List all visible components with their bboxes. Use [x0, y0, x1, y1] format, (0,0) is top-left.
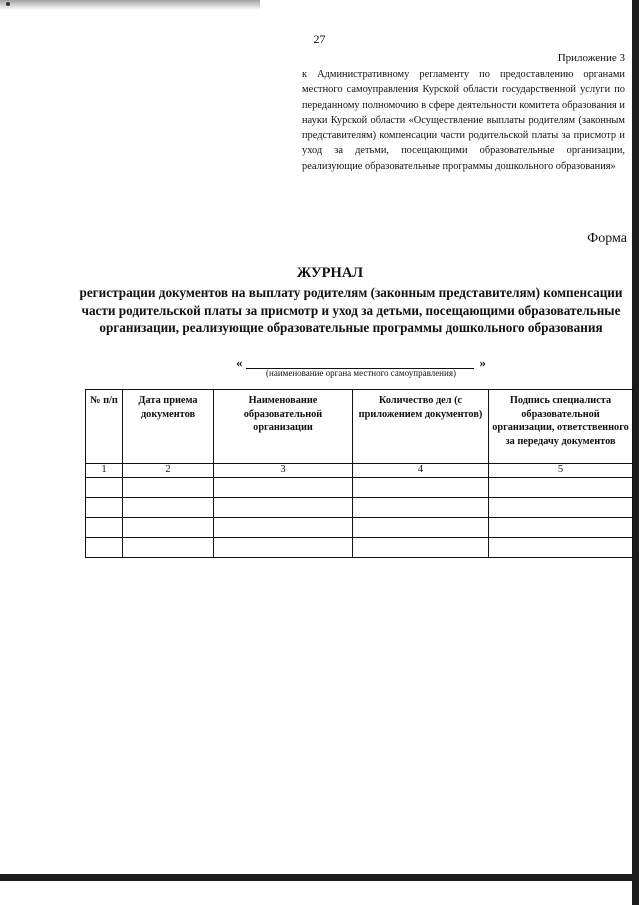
table-row — [86, 518, 633, 538]
open-quote: « — [236, 355, 243, 370]
table-cell — [214, 538, 353, 558]
scan-edge-bottom — [0, 874, 639, 881]
journal-table — [85, 389, 633, 558]
table-cell — [123, 498, 214, 518]
scan-edge-top — [0, 0, 260, 10]
document-subtitle: регистрации документов на выплату родителям (законным представителям) компенсации части родительской платы за присмотр и уход за детьми, посещающими образовательные организации, реализующие образовательные программы дошкольного образования — [79, 285, 623, 335]
table-cell — [123, 538, 214, 558]
table-cell — [353, 538, 489, 558]
table-cell — [353, 518, 489, 538]
header-case-count: Количество дел (с приложением документов) — [353, 390, 489, 464]
column-number: 2 — [123, 464, 214, 478]
column-number: 5 — [489, 464, 633, 478]
table-cell — [353, 478, 489, 498]
table-cell — [353, 498, 489, 518]
appendix-label: Приложение 3 — [557, 52, 625, 64]
table-row — [86, 498, 633, 518]
scan-edge-right — [632, 0, 639, 905]
table-cell — [489, 478, 633, 498]
appendix-text: к Административному регламенту по предоставлению органами местного самоуправления Курской области государственной услуги по переданному полномочию в сфере деятельности комитета образования и науки Курской области «Осуществление выплаты родителям (законным представителям) компенсации части родительской платы за присмотр и уход за детьми, посещающими образовательные организации, реализующие образовательные программы дошкольного образования» — [302, 69, 625, 172]
scan-artifact — [6, 2, 10, 6]
table-cell — [86, 538, 123, 558]
table-cell — [86, 518, 123, 538]
form-label: Форма — [587, 231, 627, 246]
table-cell — [214, 498, 353, 518]
table-cell — [86, 498, 123, 518]
page-number: 27 — [313, 32, 326, 46]
column-number-row — [86, 464, 633, 478]
table-row — [86, 478, 633, 498]
document-title: ЖУРНАЛ — [296, 265, 364, 281]
org-name-caption: (наименование органа местного самоуправления) — [266, 368, 456, 378]
table-cell — [489, 498, 633, 518]
table-cell — [489, 538, 633, 558]
column-number: 3 — [214, 464, 353, 478]
table-row — [86, 538, 633, 558]
column-number: 1 — [86, 464, 123, 478]
table-header-row — [86, 390, 633, 464]
table-cell — [214, 518, 353, 538]
close-quote: » — [479, 355, 486, 370]
header-number: № п/п — [86, 390, 123, 464]
header-organization: Наименование образовательной организации — [214, 390, 353, 464]
header-date: Дата приема документов — [123, 390, 214, 464]
column-number: 4 — [353, 464, 489, 478]
table-cell — [123, 518, 214, 538]
table-cell — [123, 478, 214, 498]
header-signature: Подпись специалиста образовательной организации, ответственного за передачу документов — [489, 390, 633, 464]
table-cell — [489, 518, 633, 538]
table-cell — [86, 478, 123, 498]
table-cell — [214, 478, 353, 498]
